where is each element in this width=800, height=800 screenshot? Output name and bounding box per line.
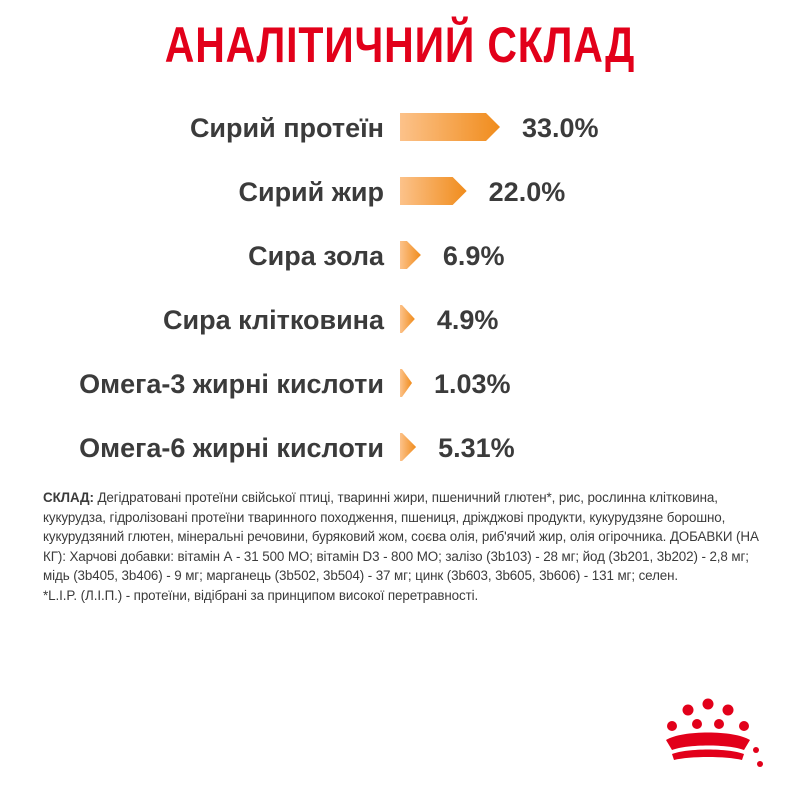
data-bar: [400, 241, 421, 269]
page-title: АНАЛІТИЧНИЙ СКЛАД: [164, 17, 636, 73]
crown-icon: [652, 690, 764, 770]
value-label: 6.9%: [442, 241, 505, 271]
composition-footnote: *L.I.P. (Л.І.П.) - протеїни, відібрані за принципом високої перетравності.: [43, 587, 479, 603]
data-bar: [400, 433, 416, 461]
category-label: Омега-6 жирні кислоти: [79, 433, 384, 463]
value-label: 33.0%: [522, 113, 599, 143]
value-label: 4.9%: [436, 305, 499, 335]
category-label: Омега-3 жирні кислоти: [79, 369, 384, 399]
data-bar: [400, 369, 412, 397]
data-bar: [400, 113, 500, 141]
analysis-bar-chart: [0, 90, 800, 480]
value-label: 5.31%: [438, 433, 515, 463]
category-label: Сира зола: [248, 241, 384, 271]
composition-label: СКЛАД:: [43, 490, 94, 505]
value-label: 1.03%: [434, 369, 511, 399]
category-label: Сира клітковина: [163, 305, 384, 335]
data-bar: [400, 305, 415, 333]
composition-body: Дегідратовані протеїни свійської птиці, тваринні жири, пшеничний глютен*, рис, рослинна клітковина, кукурудза, гідролізовані протеїни тваринного походження, пшениця, дріжджові продукти, кукурудзяне борошно, кукурудзяний глютен, мінеральні речовини, буряковий жом, соєва олія, риб'ячий жир, олія огірочника. ДОБАВКИ (НА КГ): Харчові добавки: вітамін А - 31 500 МО; вітамін D3 - 800 МО; залізо (3b103) - 28 мг; йод (3b201, 3b202) - 2,8 мг; мідь (3b405, 3b406) - 9 мг; марганець (3b502, 3b504) - 37 мг; цинк (3b603, 3b605, 3b606) - 131 мг; селен.: [43, 490, 759, 584]
category-label: Сирий протеїн: [189, 113, 384, 143]
composition-block: [43, 488, 765, 606]
value-label: 22.0%: [488, 177, 566, 207]
data-bar: [400, 177, 467, 205]
category-label: Сирий жир: [238, 177, 384, 207]
composition-text: [43, 488, 765, 586]
